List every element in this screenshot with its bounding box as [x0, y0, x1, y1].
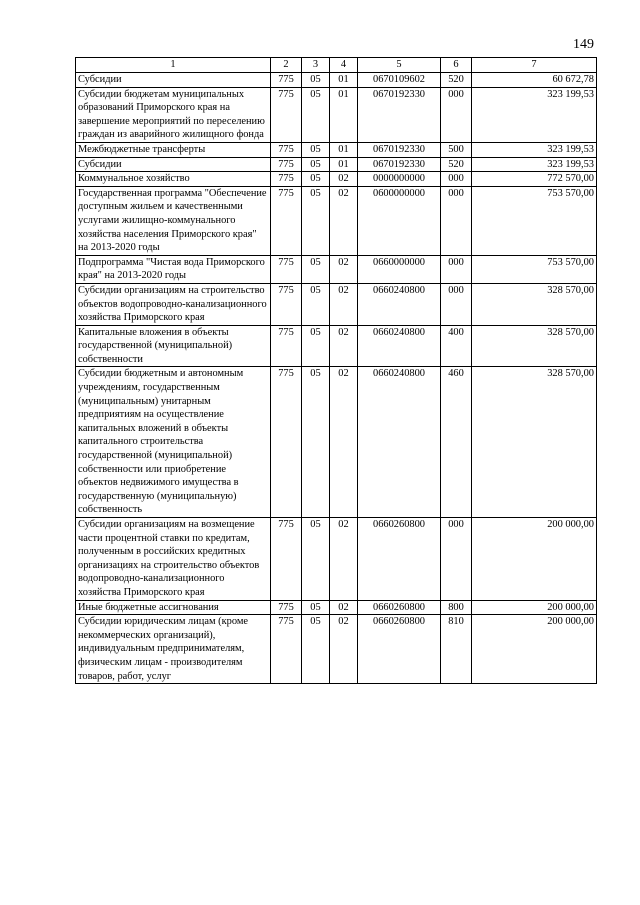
table-row [76, 157, 597, 172]
row-amount: 323 199,53 [472, 157, 597, 172]
row-name: Субсидии [76, 157, 271, 172]
row-name: Субсидии бюджетным и автономным учреждениям, государственным (муниципальным) унитарным предприятиям на осуществление капитальных вложений в объекты капитального строительства государственной (муниципальной) собственности или приобретение объектов недвижимого имущества в государственную (муниципальную) собственность [76, 367, 271, 518]
row-code-6: 000 [441, 186, 472, 255]
row-amount: 200 000,00 [472, 600, 597, 615]
row-code-2: 775 [271, 73, 302, 88]
row-code-4: 02 [330, 186, 358, 255]
row-code-2: 775 [271, 255, 302, 283]
column-header: 3 [302, 58, 330, 73]
row-code-5: 0670192330 [358, 87, 441, 142]
row-code-6: 000 [441, 518, 472, 601]
row-name: Государственная программа "Обеспечение доступным жильем и качественными услугами жилищно-коммунального хозяйства населения Приморского края" на 2013-2020 годы [76, 186, 271, 255]
column-header: 6 [441, 58, 472, 73]
row-amount: 328 570,00 [472, 325, 597, 367]
row-code-4: 02 [330, 255, 358, 283]
row-amount: 323 199,53 [472, 87, 597, 142]
row-name: Субсидии [76, 73, 271, 88]
table-row [76, 325, 597, 367]
row-code-2: 775 [271, 172, 302, 187]
column-header: 5 [358, 58, 441, 73]
row-code-3: 05 [302, 255, 330, 283]
row-name: Субсидии организациям на возмещение части процентной ставки по кредитам, полученным в российских кредитных организациях на строительство объектов водопроводно-канализационного хозяйства Приморского края [76, 518, 271, 601]
table-row [76, 73, 597, 88]
row-code-6: 520 [441, 73, 472, 88]
table-row [76, 283, 597, 325]
column-header: 7 [472, 58, 597, 73]
row-code-6: 460 [441, 367, 472, 518]
row-code-6: 000 [441, 87, 472, 142]
page-number: 149 [573, 37, 594, 52]
row-code-2: 775 [271, 367, 302, 518]
column-header: 1 [76, 58, 271, 73]
row-amount: 200 000,00 [472, 615, 597, 684]
row-name: Коммунальное хозяйство [76, 172, 271, 187]
row-code-3: 05 [302, 615, 330, 684]
row-code-4: 02 [330, 172, 358, 187]
table-row [76, 172, 597, 187]
row-code-4: 02 [330, 615, 358, 684]
row-code-3: 05 [302, 73, 330, 88]
row-code-5: 0600000000 [358, 186, 441, 255]
table-row [76, 600, 597, 615]
row-code-3: 05 [302, 142, 330, 157]
row-code-5: 0660240800 [358, 367, 441, 518]
row-code-6: 800 [441, 600, 472, 615]
row-code-5: 0660000000 [358, 255, 441, 283]
row-amount: 328 570,00 [472, 283, 597, 325]
row-amount: 753 570,00 [472, 186, 597, 255]
row-amount: 323 199,53 [472, 142, 597, 157]
row-code-5: 0660260800 [358, 600, 441, 615]
table-header-row [76, 58, 597, 73]
table-row [76, 255, 597, 283]
table-row [76, 615, 597, 684]
table-row [76, 186, 597, 255]
row-code-4: 01 [330, 157, 358, 172]
row-name: Капитальные вложения в объекты государственной (муниципальной) собственности [76, 325, 271, 367]
row-amount: 328 570,00 [472, 367, 597, 518]
row-amount: 60 672,78 [472, 73, 597, 88]
row-code-4: 01 [330, 87, 358, 142]
row-name: Подпрограмма "Чистая вода Приморского края" на 2013-2020 годы [76, 255, 271, 283]
row-code-2: 775 [271, 186, 302, 255]
row-amount: 753 570,00 [472, 255, 597, 283]
table-row [76, 518, 597, 601]
row-code-2: 775 [271, 283, 302, 325]
row-code-5: 0660260800 [358, 615, 441, 684]
row-code-6: 400 [441, 325, 472, 367]
row-name: Субсидии юридическим лицам (кроме некоммерческих организаций), индивидуальным предпринимателям, физическим лицам - производителям товаров, работ, услуг [76, 615, 271, 684]
row-code-6: 000 [441, 172, 472, 187]
row-code-5: 0670109602 [358, 73, 441, 88]
row-code-5: 0000000000 [358, 172, 441, 187]
row-code-6: 000 [441, 255, 472, 283]
row-name: Субсидии бюджетам муниципальных образований Приморского края на завершение мероприятий по переселению граждан из аварийного жилищного фонда [76, 87, 271, 142]
row-code-6: 000 [441, 283, 472, 325]
column-header: 2 [271, 58, 302, 73]
row-code-2: 775 [271, 325, 302, 367]
row-code-5: 0670192330 [358, 142, 441, 157]
row-name: Межбюджетные трансферты [76, 142, 271, 157]
row-code-2: 775 [271, 600, 302, 615]
table-row [76, 87, 597, 142]
row-code-4: 01 [330, 73, 358, 88]
table-row [76, 367, 597, 518]
row-code-4: 02 [330, 283, 358, 325]
row-code-5: 0660260800 [358, 518, 441, 601]
row-code-3: 05 [302, 367, 330, 518]
row-code-6: 520 [441, 157, 472, 172]
row-code-2: 775 [271, 518, 302, 601]
row-code-3: 05 [302, 600, 330, 615]
row-code-2: 775 [271, 615, 302, 684]
row-code-5: 0660240800 [358, 325, 441, 367]
row-code-4: 02 [330, 325, 358, 367]
row-code-3: 05 [302, 518, 330, 601]
row-name: Иные бюджетные ассигнования [76, 600, 271, 615]
row-code-3: 05 [302, 172, 330, 187]
column-header: 4 [330, 58, 358, 73]
row-code-4: 02 [330, 367, 358, 518]
row-code-4: 02 [330, 600, 358, 615]
budget-table [75, 57, 597, 684]
row-code-5: 0670192330 [358, 157, 441, 172]
row-code-5: 0660240800 [358, 283, 441, 325]
row-code-3: 05 [302, 283, 330, 325]
row-code-4: 02 [330, 518, 358, 601]
row-code-3: 05 [302, 325, 330, 367]
row-code-3: 05 [302, 186, 330, 255]
row-amount: 200 000,00 [472, 518, 597, 601]
row-code-3: 05 [302, 87, 330, 142]
row-code-3: 05 [302, 157, 330, 172]
row-code-2: 775 [271, 157, 302, 172]
row-amount: 772 570,00 [472, 172, 597, 187]
row-code-6: 500 [441, 142, 472, 157]
row-code-4: 01 [330, 142, 358, 157]
row-code-6: 810 [441, 615, 472, 684]
table-row [76, 142, 597, 157]
row-name: Субсидии организациям на строительство объектов водопроводно-канализационного хозяйства Приморского края [76, 283, 271, 325]
row-code-2: 775 [271, 142, 302, 157]
row-code-2: 775 [271, 87, 302, 142]
